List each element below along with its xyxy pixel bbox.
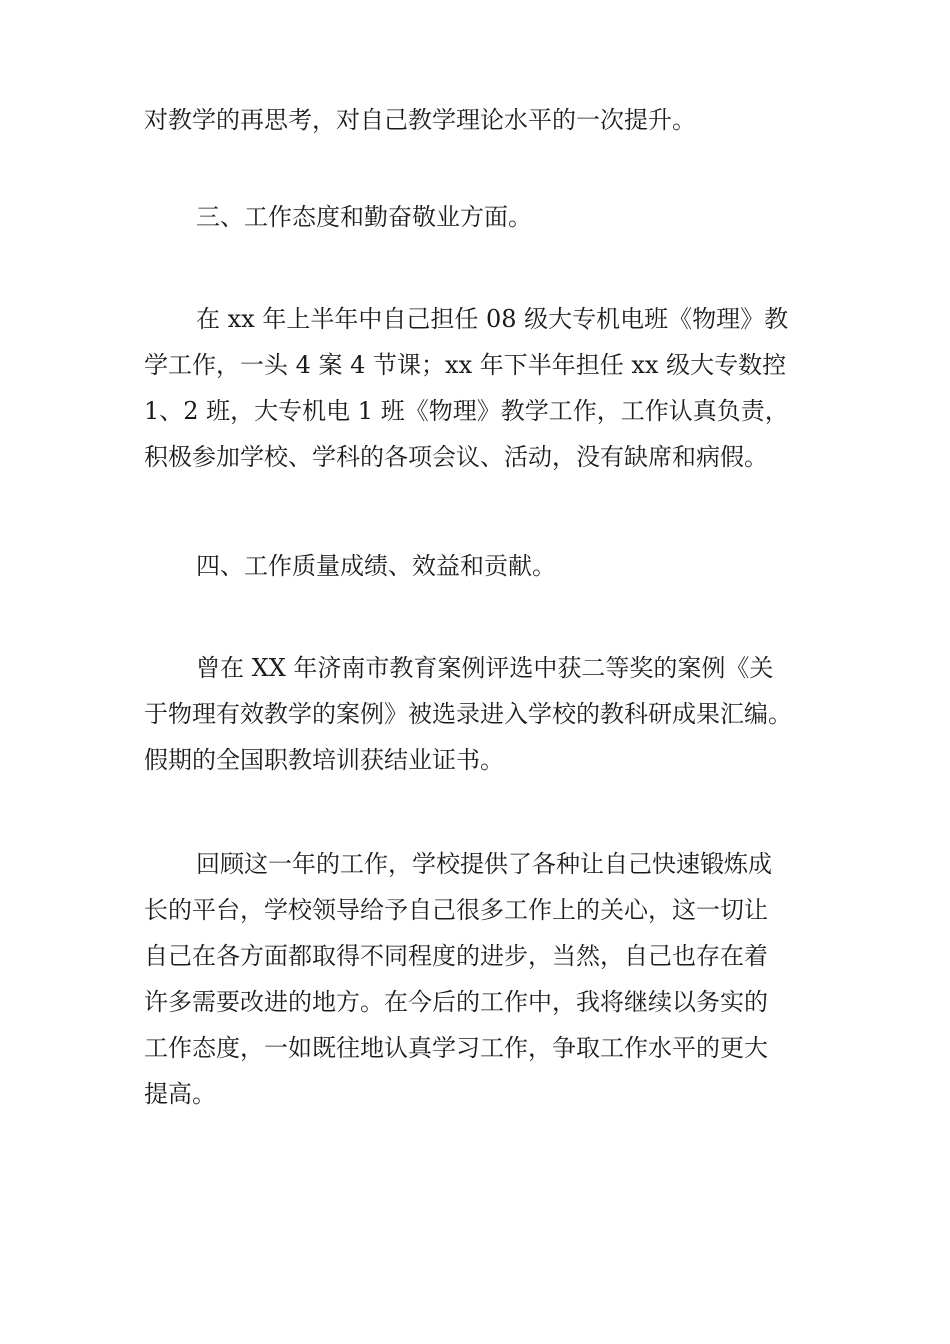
paragraph-continuation: 对教学的再思考，对自己教学理论水平的一次提升。 bbox=[144, 106, 696, 134]
paragraph-teaching-duties: 在 xx 年上半年中自己担任 08 级大专机电班《物理》教 学工作，一头 4 案 4 节课；xx 年下半年担任 xx 级大专数控 1、2 班，大专机电 1 班《物理》教学工作，工作认真负责， 积极参加学校、学科的各项会议、活动，没有缺席和病假。 bbox=[144, 305, 789, 471]
paragraph-review: 回顾这一年的工作，学校提供了各种让自己快速锻炼成 长的平台，学校领导给予自己很多工作上的关心，这一切让 自己在各方面都取得不同程度的进步，当然，自己也存在着 许多需要改进的地方。在今后的工作中，我将继续以务实的 工作态度，一如既往地认真学习工作，争取工作水平的更大 提高。 bbox=[144, 850, 772, 1108]
section-heading-work-attitude: 三、工作态度和勤奋敬业方面。 bbox=[196, 203, 532, 231]
section-heading-work-quality: 四、工作质量成绩、效益和贡献。 bbox=[196, 552, 556, 580]
paragraph-awards: 曾在 XX 年济南市教育案例评选中获二等奖的案例《关 于物理有效教学的案例》被选录进入学校的教科研成果汇编。 假期的全国职教培训获结业证书。 bbox=[144, 654, 792, 774]
